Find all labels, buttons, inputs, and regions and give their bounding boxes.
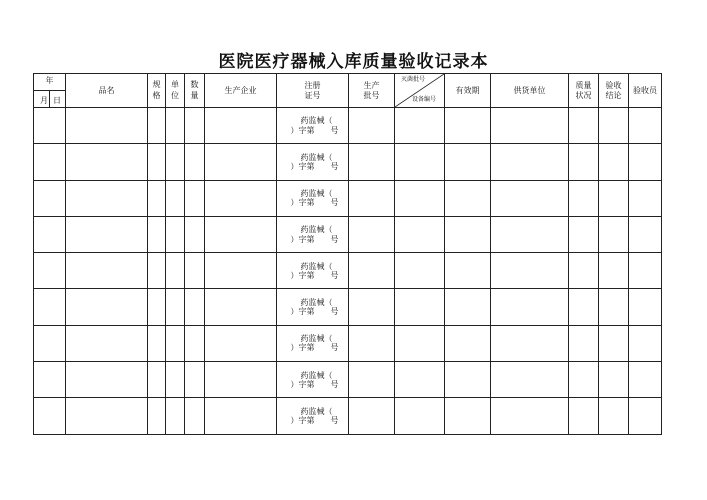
entry-cell[interactable] — [185, 398, 205, 434]
entry-cell[interactable] — [395, 180, 445, 216]
header-year: 年 — [45, 76, 54, 85]
entry-cell[interactable] — [491, 108, 569, 144]
entry-cell[interactable] — [629, 180, 662, 216]
entry-cell[interactable] — [185, 180, 205, 216]
entry-cell[interactable] — [349, 253, 395, 289]
header-row — [34, 74, 662, 108]
entry-cell[interactable] — [395, 144, 445, 180]
entry-cell[interactable] — [395, 325, 445, 361]
header-expiry: 有效期 — [445, 74, 491, 108]
entry-cell[interactable] — [491, 289, 569, 325]
header-date — [34, 74, 66, 108]
entry-cell[interactable] — [185, 144, 205, 180]
entry-cell[interactable] — [349, 362, 395, 398]
entry-cell[interactable] — [166, 108, 185, 144]
entry-cell[interactable] — [34, 325, 66, 361]
entry-cell[interactable] — [569, 362, 599, 398]
entry-cell[interactable] — [491, 325, 569, 361]
header-qty: 数量 — [185, 74, 205, 108]
entry-cell[interactable] — [66, 362, 148, 398]
header-quality: 质量 状况 — [569, 74, 599, 108]
entry-cell[interactable] — [599, 362, 629, 398]
entry-cell[interactable] — [205, 398, 277, 434]
entry-cell[interactable] — [599, 398, 629, 434]
entry-cell[interactable] — [34, 398, 66, 434]
entry-cell[interactable] — [166, 398, 185, 434]
entry-cell[interactable] — [445, 144, 491, 180]
entry-cell[interactable] — [491, 144, 569, 180]
entry-cell[interactable] — [34, 253, 66, 289]
entry-cell[interactable] — [629, 398, 662, 434]
entry-cell[interactable] — [205, 216, 277, 252]
entry-cell[interactable] — [569, 325, 599, 361]
entry-cell[interactable] — [569, 216, 599, 252]
entry-cell[interactable] — [66, 216, 148, 252]
table-row — [34, 253, 662, 289]
entry-cell[interactable] — [66, 253, 148, 289]
entry-cell[interactable] — [629, 144, 662, 180]
entry-cell[interactable] — [349, 325, 395, 361]
table-row — [34, 108, 662, 144]
entry-cell[interactable] — [629, 325, 662, 361]
entry-cell[interactable] — [205, 253, 277, 289]
entry-cell[interactable] — [349, 289, 395, 325]
entry-cell[interactable] — [205, 144, 277, 180]
entry-cell[interactable] — [148, 398, 166, 434]
entry-cell[interactable] — [395, 362, 445, 398]
registration-number-cell[interactable]: 药监械（ ）字第 号 — [277, 253, 349, 289]
entry-cell[interactable] — [445, 289, 491, 325]
entry-cell[interactable] — [395, 108, 445, 144]
entry-cell[interactable] — [629, 108, 662, 144]
entry-cell[interactable] — [629, 216, 662, 252]
entry-cell[interactable] — [629, 362, 662, 398]
entry-cell[interactable] — [148, 325, 166, 361]
entry-cell[interactable] — [148, 180, 166, 216]
registration-number-cell[interactable]: 药监械（ ）字第 号 — [277, 180, 349, 216]
entry-cell[interactable] — [599, 289, 629, 325]
registration-number-cell[interactable]: 药监械（ ）字第 号 — [277, 362, 349, 398]
registration-number-cell[interactable]: 药监械（ ）字第 号 — [277, 289, 349, 325]
entry-cell[interactable] — [66, 144, 148, 180]
header-spec: 规格 — [148, 74, 166, 108]
entry-cell[interactable] — [569, 253, 599, 289]
entry-cell[interactable] — [66, 108, 148, 144]
entry-cell[interactable] — [166, 362, 185, 398]
entry-cell[interactable] — [445, 108, 491, 144]
entry-cell[interactable] — [395, 398, 445, 434]
entry-cell[interactable] — [205, 289, 277, 325]
registration-number-cell[interactable]: 药监械（ ）字第 号 — [277, 216, 349, 252]
entry-cell[interactable] — [599, 180, 629, 216]
entry-cell[interactable] — [491, 216, 569, 252]
entry-cell[interactable] — [205, 362, 277, 398]
entry-cell[interactable] — [148, 108, 166, 144]
entry-cell[interactable] — [166, 144, 185, 180]
page-title: 医院医疗器械入库质量验收记录本 — [218, 52, 489, 72]
entry-cell[interactable] — [148, 289, 166, 325]
registration-number-cell[interactable]: 药监械（ ）字第 号 — [277, 144, 349, 180]
table-row — [34, 362, 662, 398]
entry-cell[interactable] — [34, 216, 66, 252]
entry-cell[interactable] — [166, 289, 185, 325]
entry-cell[interactable] — [491, 362, 569, 398]
header-sterilization-device — [395, 74, 445, 108]
table-row — [34, 289, 662, 325]
header-name: 品名 — [66, 74, 148, 108]
entry-cell[interactable] — [569, 180, 599, 216]
entry-cell[interactable] — [599, 253, 629, 289]
entry-cell[interactable] — [445, 180, 491, 216]
header-month: 月 — [40, 95, 48, 105]
entry-cell[interactable] — [66, 289, 148, 325]
entry-cell[interactable] — [491, 253, 569, 289]
entry-cell[interactable] — [599, 108, 629, 144]
entry-cell[interactable] — [569, 289, 599, 325]
entry-cell[interactable] — [349, 108, 395, 144]
header-registration: 注册 证号 — [277, 74, 349, 108]
entry-cell[interactable] — [599, 144, 629, 180]
entry-cell[interactable] — [166, 216, 185, 252]
entry-cell[interactable] — [349, 144, 395, 180]
table-row — [34, 144, 662, 180]
header-supplier: 供货单位 — [491, 74, 569, 108]
registration-number-cell[interactable]: 药监械（ ）字第 号 — [277, 398, 349, 434]
header-batch: 生产 批号 — [349, 74, 395, 108]
header-device-number: 设备编号 — [411, 96, 436, 104]
entry-cell[interactable] — [148, 253, 166, 289]
entry-cell[interactable] — [185, 253, 205, 289]
entry-cell[interactable] — [148, 144, 166, 180]
header-unit: 单位 — [166, 74, 185, 108]
entry-cell[interactable] — [599, 216, 629, 252]
entry-cell[interactable] — [148, 216, 166, 252]
entry-cell[interactable] — [66, 398, 148, 434]
entry-cell[interactable] — [491, 398, 569, 434]
header-maker: 生产企业 — [205, 74, 277, 108]
entry-cell[interactable] — [395, 289, 445, 325]
entry-cell[interactable] — [569, 108, 599, 144]
table-row — [34, 325, 662, 361]
entry-cell[interactable] — [66, 325, 148, 361]
entry-cell[interactable] — [166, 253, 185, 289]
header-conclusion: 验收 结论 — [599, 74, 629, 108]
entry-cell[interactable] — [34, 289, 66, 325]
entry-cell[interactable] — [66, 180, 148, 216]
header-day: 日 — [53, 95, 61, 105]
entry-cell[interactable] — [395, 253, 445, 289]
entry-cell[interactable] — [569, 144, 599, 180]
entry-cell[interactable] — [205, 108, 277, 144]
entry-cell[interactable] — [629, 289, 662, 325]
entry-cell[interactable] — [569, 398, 599, 434]
entry-cell[interactable] — [349, 216, 395, 252]
entry-cell[interactable] — [445, 398, 491, 434]
entry-cell[interactable] — [349, 180, 395, 216]
entry-cell[interactable] — [185, 325, 205, 361]
entry-cell[interactable] — [185, 289, 205, 325]
entry-cell[interactable] — [34, 362, 66, 398]
entry-cell[interactable] — [34, 180, 66, 216]
entry-cell[interactable] — [445, 216, 491, 252]
entry-cell[interactable] — [445, 362, 491, 398]
entry-cell[interactable] — [34, 108, 66, 144]
entry-cell[interactable] — [166, 325, 185, 361]
entry-cell[interactable] — [629, 253, 662, 289]
header-inspector: 验收员 — [629, 74, 662, 108]
header-sterilization-batch: 灭菌批号 — [401, 76, 426, 83]
entry-cell[interactable] — [349, 398, 395, 434]
entry-cell[interactable] — [205, 180, 277, 216]
table-row — [34, 180, 662, 216]
entry-cell[interactable] — [185, 108, 205, 144]
registration-number-cell[interactable]: 药监械（ ）字第 号 — [277, 108, 349, 144]
table-row — [34, 216, 662, 252]
entry-cell[interactable] — [445, 325, 491, 361]
entry-cell[interactable] — [445, 253, 491, 289]
entry-cell[interactable] — [148, 362, 166, 398]
entry-cell[interactable] — [185, 362, 205, 398]
registration-number-cell[interactable]: 药监械（ ）字第 号 — [277, 325, 349, 361]
entry-cell[interactable] — [395, 216, 445, 252]
entry-cell[interactable] — [599, 325, 629, 361]
table-row — [34, 398, 662, 434]
entry-cell[interactable] — [34, 144, 66, 180]
entry-cell[interactable] — [185, 216, 205, 252]
inbound-inspection-table — [33, 73, 662, 435]
entry-cell[interactable] — [491, 180, 569, 216]
entry-cell[interactable] — [166, 180, 185, 216]
entry-cell[interactable] — [205, 325, 277, 361]
